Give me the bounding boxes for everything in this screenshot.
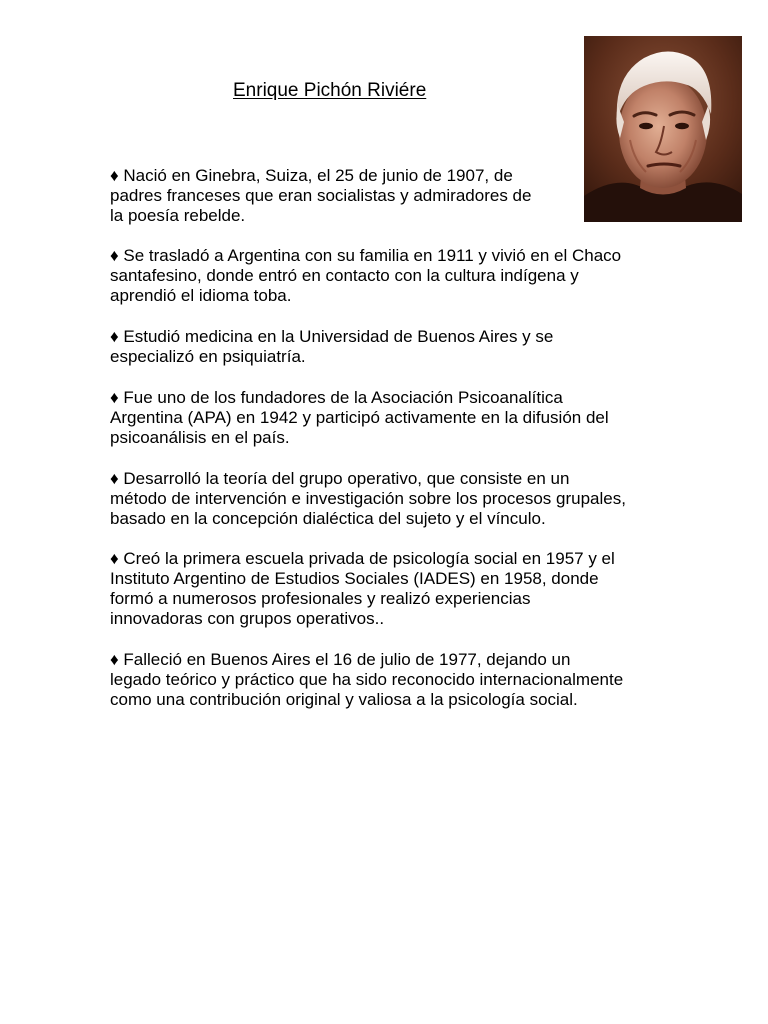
paragraph-line: la poesía rebelde. [110, 206, 246, 225]
paragraph-line: ♦ Desarrolló la teoría del grupo operativo, que consiste en un [110, 469, 570, 488]
paragraph-line: legado teórico y práctico que ha sido reconocido internacionalmente [110, 670, 624, 689]
paragraph-line: como una contribución original y valiosa a la psicología social. [110, 690, 578, 709]
paragraph-line: formó a numerosos profesionales y realizó experiencias [110, 589, 531, 608]
paragraph-line: Instituto Argentino de Estudios Sociales (IADES) en 1958, donde [110, 569, 599, 588]
paragraph-line: santafesino, donde entró en contacto con la cultura indígena y [110, 266, 579, 285]
paragraph-line: Argentina (APA) en 1942 y participó activamente en la difusión del [110, 408, 609, 427]
paragraph-line: ♦ Se trasladó a Argentina con su familia en 1911 y vivió en el Chaco [110, 246, 622, 265]
paragraph-line: aprendió el idioma toba. [110, 286, 292, 305]
bullet-paragraph-operative-group [110, 469, 670, 529]
bullet-paragraph-medicine [110, 327, 670, 367]
paragraph-line: basado en la concepción dialéctica del sujeto y el vínculo. [110, 509, 546, 528]
portrait-photo [584, 36, 742, 222]
bullet-paragraph-school [110, 549, 670, 629]
paragraph-line: ♦ Creó la primera escuela privada de psicología social en 1957 y el [110, 549, 615, 568]
paragraph-line: ♦ Falleció en Buenos Aires el 16 de julio de 1977, dejando un [110, 650, 571, 669]
paragraph-line: método de intervención e investigación sobre los procesos grupales, [110, 489, 626, 508]
paragraph-line: ♦ Fue uno de los fundadores de la Asociación Psicoanalítica [110, 388, 563, 407]
paragraph-line: innovadoras con grupos operativos.. [110, 609, 385, 628]
paragraph-line: psicoanálisis en el país. [110, 428, 290, 447]
paragraph-line: ♦ Nació en Ginebra, Suiza, el 25 de junio de 1907, de [110, 166, 513, 185]
paragraph-line: ♦ Estudió medicina en la Universidad de Buenos Aires y se [110, 327, 554, 346]
bullet-paragraph-argentina [110, 246, 670, 306]
bullet-paragraph-death [110, 650, 670, 710]
paragraph-line: especializó en psiquiatría. [110, 347, 306, 366]
document-title: Enrique Pichón Riviére [233, 80, 427, 101]
paragraph-line: padres franceses que eran socialistas y admiradores de [110, 186, 532, 205]
bullet-paragraph-birth [110, 166, 565, 226]
bullet-paragraph-apa [110, 388, 670, 448]
